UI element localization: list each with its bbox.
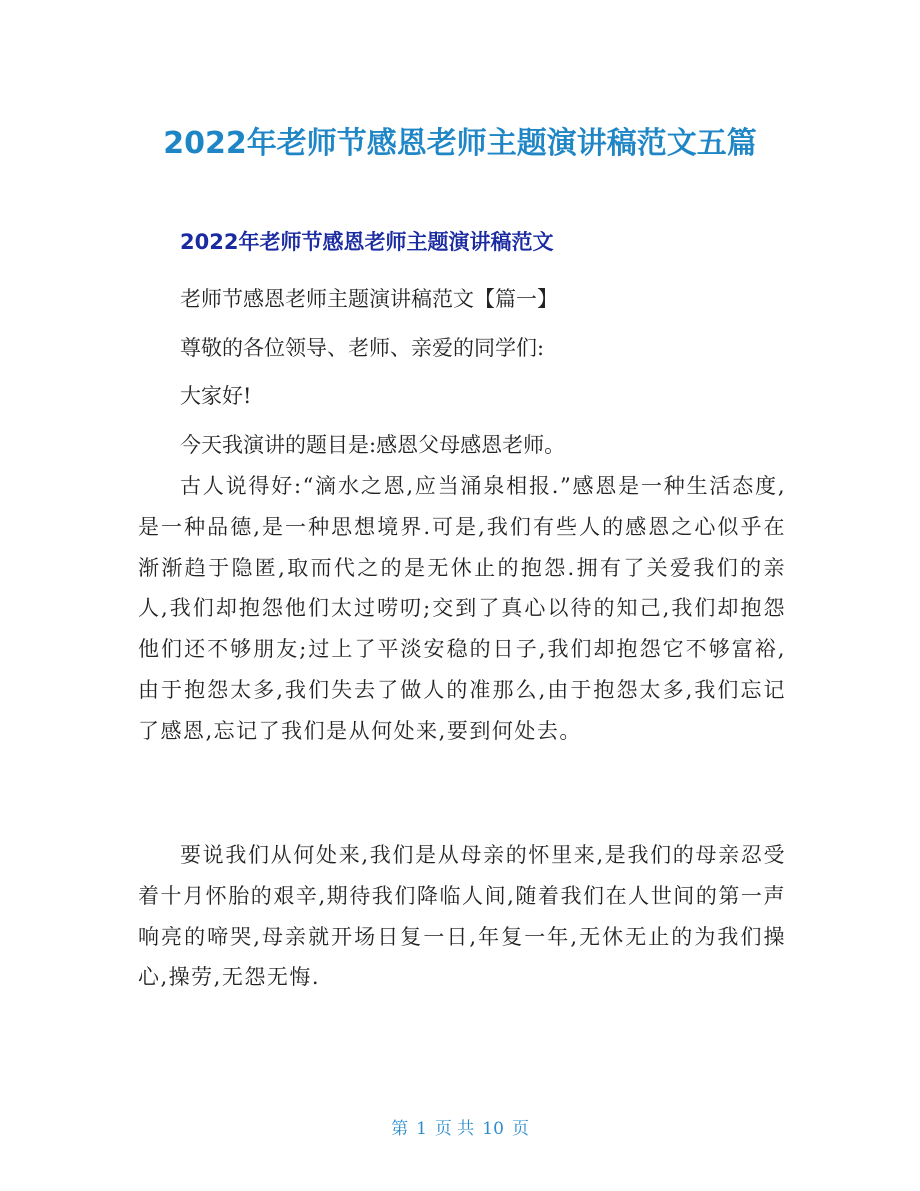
body-paragraph-2: 要说我们从何处来,我们是从母亲的怀里来,是我们的母亲忍受着十月怀胎的艰辛,期待我们降临人间,随着我们在人世间的第一声响亮的啼哭,母亲就开场日复一日,年复一年,无休无止的为我们操心,操劳,无怨无悔.: [138, 843, 786, 990]
total-pages-number: 10: [482, 1119, 504, 1139]
greeting-line: 大家好!: [180, 384, 252, 408]
page-footer: [0, 1114, 920, 1139]
page-label-prefix: 第: [391, 1119, 409, 1139]
document-title: 2022年老师节感恩老师主题演讲稿范文五篇: [163, 126, 757, 161]
current-page-number: 1: [416, 1119, 427, 1139]
salutation-line: 尊敬的各位领导、老师、亲爱的同学们:: [180, 336, 545, 360]
topic-line: 今天我演讲的题目是:感恩父母感恩老师。: [180, 433, 566, 457]
section-subtitle: 2022年老师节感恩老师主题演讲稿范文: [180, 230, 554, 254]
speech-heading-line: 老师节感恩老师主题演讲稿范文【篇一】: [180, 287, 558, 311]
body-paragraph-1: 古人说得好:“滴水之恩,应当涌泉相报.”感恩是一种生活态度,是一种品德,是一种思想境界.可是,我们有些人的感恩之心似乎在渐渐趋于隐匿,取而代之的是无休止的抱怨.拥有了关爱我们的亲人,我们却抱怨他们太过唠叨;交到了真心以待的知己,我们却抱怨他们还不够朋友;过上了平淡安稳的日子,我们却抱怨它不够富裕,由于抱怨太多,我们失去了做人的准那么,由于抱怨太多,我们忘记了感恩,忘记了我们是从何处来,要到何处去。: [138, 474, 786, 743]
page-label-suffix: 页: [511, 1119, 529, 1139]
page-label-middle: 页 共: [434, 1119, 475, 1139]
